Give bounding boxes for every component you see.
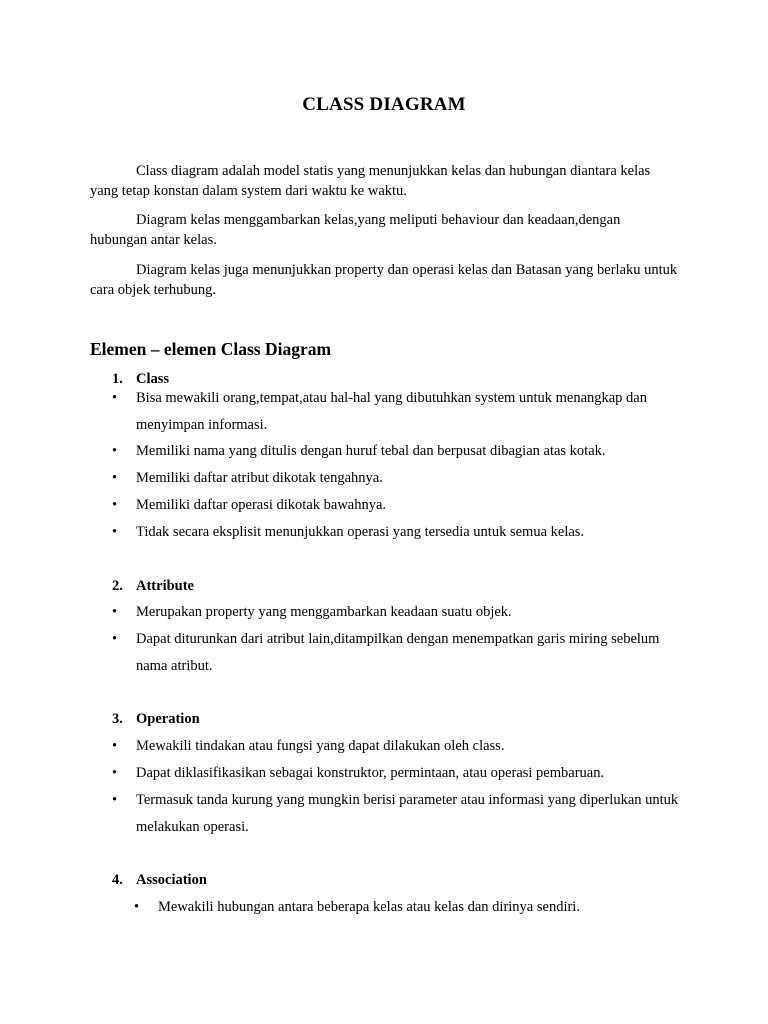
bullet-icon: • [112, 604, 118, 620]
bullet-icon: • [112, 470, 118, 486]
section-number: 4. [112, 872, 123, 888]
bullet-icon: • [112, 792, 118, 808]
section-heading: Elemen – elemen Class Diagram [90, 339, 332, 359]
bullet-icon: • [112, 497, 118, 513]
bullet-icon: • [112, 390, 118, 406]
bullet-icon: • [112, 443, 118, 459]
list-item: Memiliki nama yang ditulis dengan huruf tebal dan berpusat dibagian atas kotak. [136, 443, 606, 459]
list-item: Memiliki daftar operasi dikotak bawahnya. [136, 497, 387, 513]
list-item: Mewakili tindakan atau fungsi yang dapat dilakukan oleh class. [136, 738, 505, 754]
list-item: Dapat diturunkan dari atribut lain,ditampilkan dengan menempatkan garis miring sebelum nama atribut. [136, 631, 660, 674]
section-title-operation: Operation [136, 711, 200, 727]
list-item: Dapat diklasifikasikan sebagai konstruktor, permintaan, atau operasi pembaruan. [136, 765, 605, 781]
intro-paragraph-2: Diagram kelas menggambarkan kelas,yang meliputi behaviour dan keadaan,dengan hubungan antar kelas. [90, 212, 621, 248]
bullet-icon: • [134, 899, 140, 915]
list-item: Termasuk tanda kurung yang mungkin berisi parameter atau informasi yang diperlukan untuk melakukan operasi. [136, 792, 679, 835]
bullet-icon: • [112, 738, 118, 754]
section-number: 1. [112, 371, 123, 387]
bullet-icon: • [112, 524, 118, 540]
section-title-attribute: Attribute [136, 578, 194, 594]
list-item: Merupakan property yang menggambarkan keadaan suatu objek. [136, 604, 512, 620]
section-title-association: Association [136, 872, 207, 888]
list-item: Mewakili hubungan antara beberapa kelas atau kelas dan dirinya sendiri. [158, 899, 580, 915]
bullet-icon: • [112, 631, 118, 647]
list-item: Tidak secara eksplisit menunjukkan operasi yang tersedia untuk semua kelas. [136, 524, 585, 540]
section-title-class: Class [136, 371, 170, 387]
bullet-icon: • [112, 765, 118, 781]
intro-paragraph-1: Class diagram adalah model statis yang menunjukkan kelas dan hubungan diantara kelas yang tetap konstan dalam system dari waktu ke waktu. [90, 163, 651, 199]
section-number: 2. [112, 578, 123, 594]
list-item: Bisa mewakili orang,tempat,atau hal-hal yang dibutuhkan system untuk menangkap dan menyimpan informasi. [136, 390, 647, 433]
section-number: 3. [112, 711, 123, 727]
intro-paragraph-3: Diagram kelas juga menunjukkan property dan operasi kelas dan Batasan yang berlaku untuk cara objek terhubung. [90, 262, 678, 298]
list-item: Memiliki daftar atribut dikotak tengahnya. [136, 470, 383, 486]
document-title: CLASS DIAGRAM [302, 94, 466, 115]
